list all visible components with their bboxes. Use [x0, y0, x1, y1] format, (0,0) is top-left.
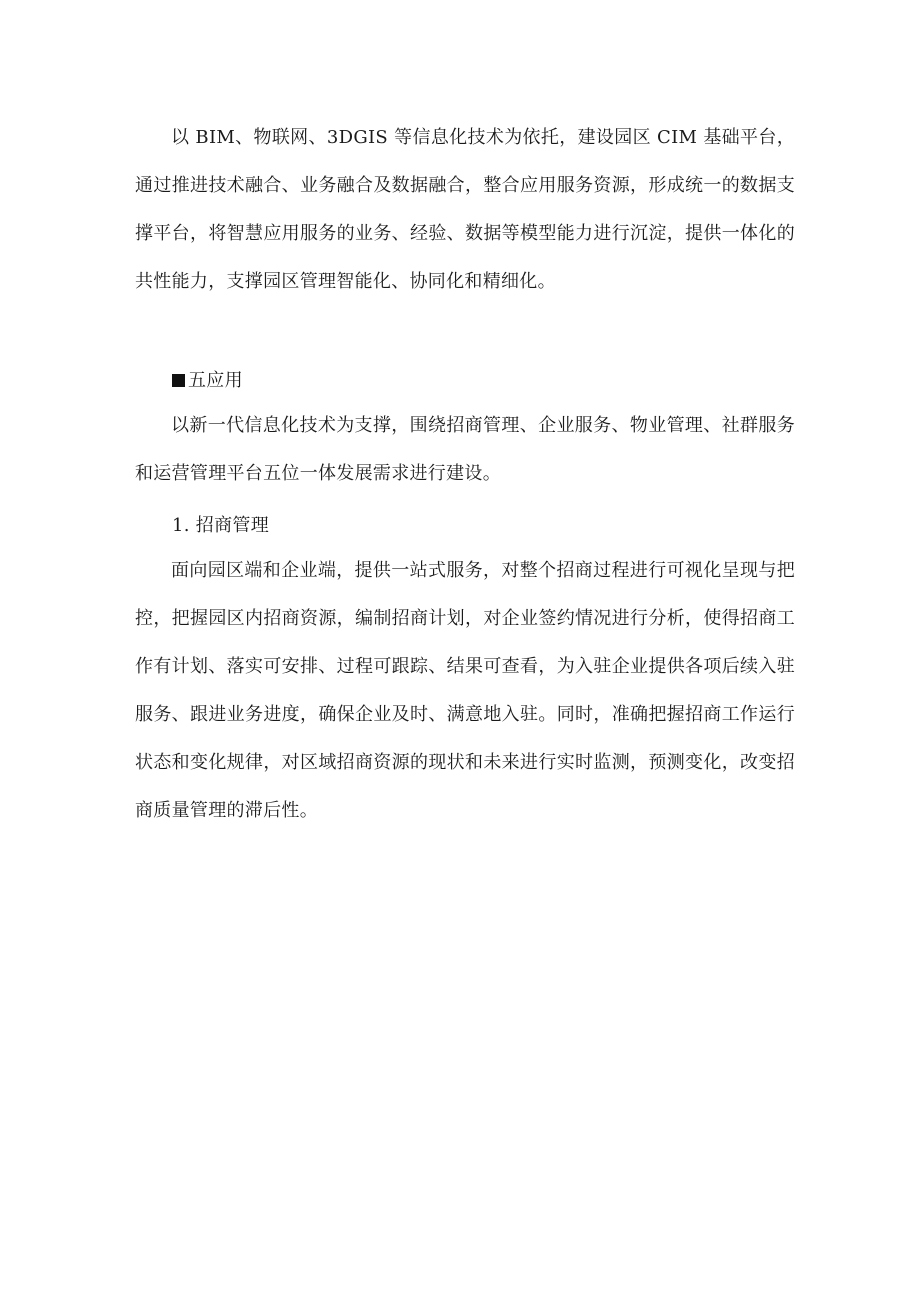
paragraph-investment-management: 面向园区端和企业端，提供一站式服务，对整个招商过程进行可视化呈现与把控，把握园区内招商资源，编制招商计划，对企业签约情况进行分析，使得招商工作有计划、落实可安排、过程可跟踪、结果可查看，为入驻企业提供各项后续入驻服务、跟进业务进度，确保企业及时、满意地入驻。同时，准确把握招商工作运行状态和变化规律，对区域招商资源的现状和未来进行实时监测，预测变化，改变招商质量管理的滞后性。 [135, 560, 795, 821]
subsection-heading: 1. 招商管理 [172, 515, 269, 536]
section-heading [172, 357, 243, 405]
black-square-bullet-icon [172, 374, 185, 387]
paragraph-applications: 以新一代信息化技术为支撑，围绕招商管理、企业服务、物业管理、社群服务和运营管理平台五位一体发展需求进行建设。 [135, 415, 795, 484]
paragraph-cim-platform: 以 BIM、物联网、3DGIS 等信息化技术为依托，建设园区 CIM 基础平台，通过推进技术融合、业务融合及数据融合，整合应用服务资源，形成统一的数据支撑平台，将智慧应用服务的业务、经验、数据等模型能力进行沉淀，提供一体化的共性能力，支撑园区管理智能化、协同化和精细化。 [135, 127, 795, 292]
section-heading-text: 五应用 [188, 370, 243, 391]
